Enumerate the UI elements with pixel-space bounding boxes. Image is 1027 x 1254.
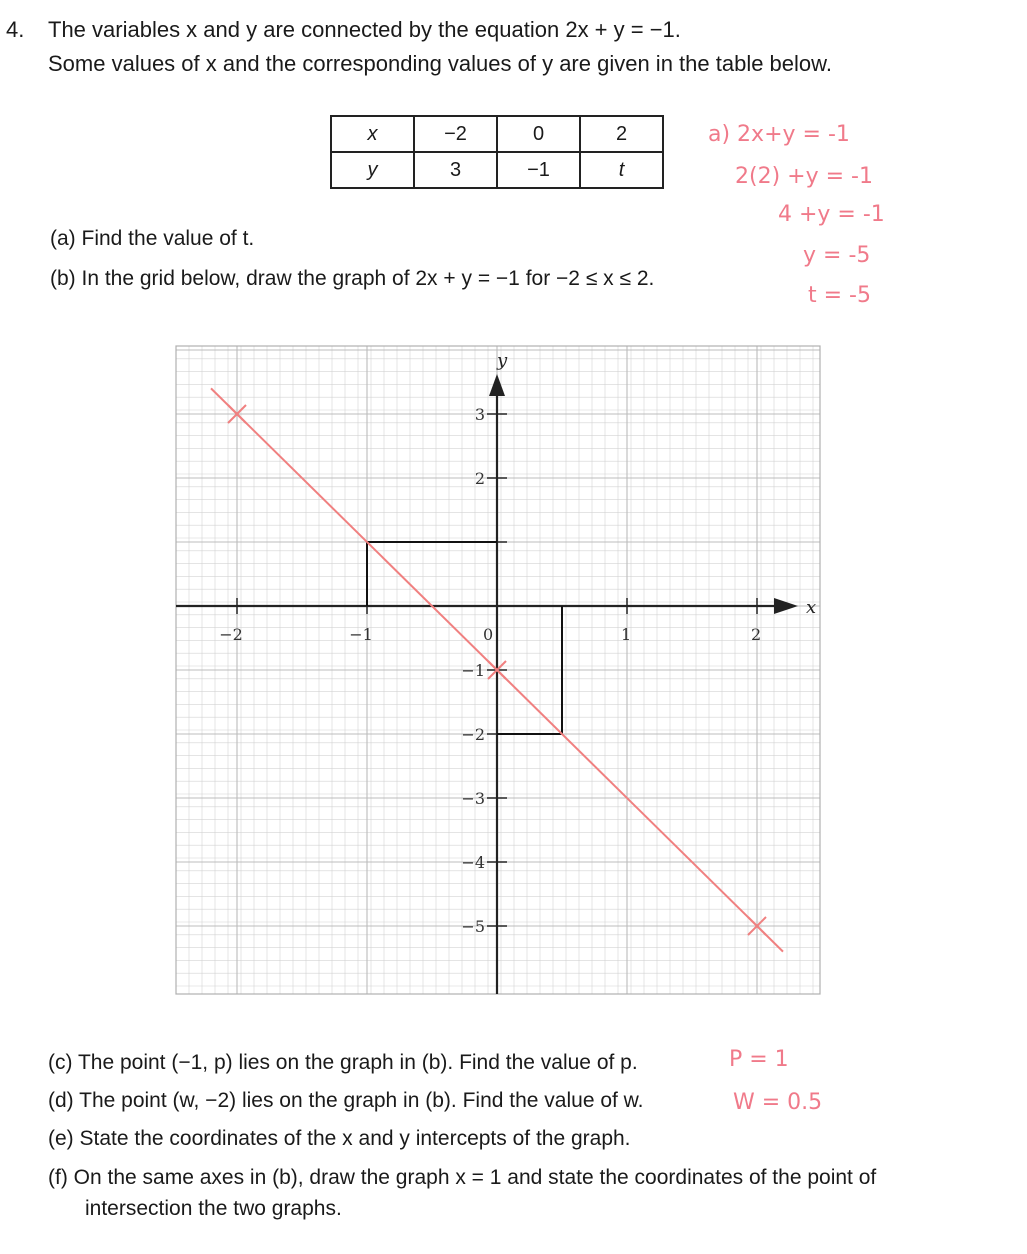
working-line: a) 2x+y = -1 xyxy=(708,122,850,147)
x-tick-label: −2 xyxy=(219,625,243,644)
y-axis-arrow xyxy=(489,374,505,396)
table-cell: 2 xyxy=(580,116,663,152)
part-e: (e) State the coordinates of the x and y intercepts of the graph. xyxy=(48,1127,631,1150)
y-axis-label: y xyxy=(497,350,508,371)
table-cell: 3 xyxy=(414,152,497,188)
y-tick-label: −2 xyxy=(461,725,485,744)
question-number: 4. xyxy=(6,17,25,42)
part-a: (a) Find the value of t. xyxy=(50,227,255,250)
x-axis-label: x xyxy=(806,597,817,618)
y-tick-label: −4 xyxy=(461,853,485,872)
table-cell: 0 xyxy=(497,116,580,152)
part-c: (c) The point (−1, p) lies on the graph in (b). Find the value of p. xyxy=(48,1051,638,1074)
part-f-continued: intersection the two graphs. xyxy=(85,1197,342,1220)
part-f: (f) On the same axes in (b), draw the graph x = 1 and state the coordinates of the point of xyxy=(48,1166,877,1189)
table-cell: −2 xyxy=(414,116,497,152)
x-tick-label: 2 xyxy=(751,625,762,644)
working-line: 2(2) +y = -1 xyxy=(735,164,873,189)
question-line-2: Some values of x and the corresponding values of y are given in the table below. xyxy=(48,51,832,76)
table-header-y: y xyxy=(331,152,414,188)
x-axis-arrow xyxy=(774,598,798,614)
x-tick-label: 1 xyxy=(621,625,632,644)
question-line-1: The variables x and y are connected by the equation 2x + y = −1. xyxy=(48,17,681,42)
x-tick-label: 0 xyxy=(483,625,494,644)
y-tick-label: −5 xyxy=(461,917,485,936)
working-line: y = -5 xyxy=(803,243,871,268)
table-cell: t xyxy=(580,152,663,188)
y-tick-label: −1 xyxy=(461,661,485,680)
working-line: t = -5 xyxy=(808,283,871,308)
y-tick-label: 2 xyxy=(474,469,485,488)
answer-d: W = 0.5 xyxy=(733,1090,823,1115)
working-line: 4 +y = -1 xyxy=(778,202,885,227)
part-b: (b) In the grid below, draw the graph of 2x + y = −1 for −2 ≤ x ≤ 2. xyxy=(50,267,655,290)
x-tick-label: −1 xyxy=(349,625,373,644)
y-tick-label: −3 xyxy=(461,789,485,808)
table-header-x: x xyxy=(331,116,414,152)
answer-c: P = 1 xyxy=(729,1047,789,1072)
part-d: (d) The point (w, −2) lies on the graph in (b). Find the value of w. xyxy=(48,1089,644,1112)
table-cell: −1 xyxy=(497,152,580,188)
p-guide xyxy=(367,542,497,606)
y-tick-label: 3 xyxy=(474,405,485,424)
